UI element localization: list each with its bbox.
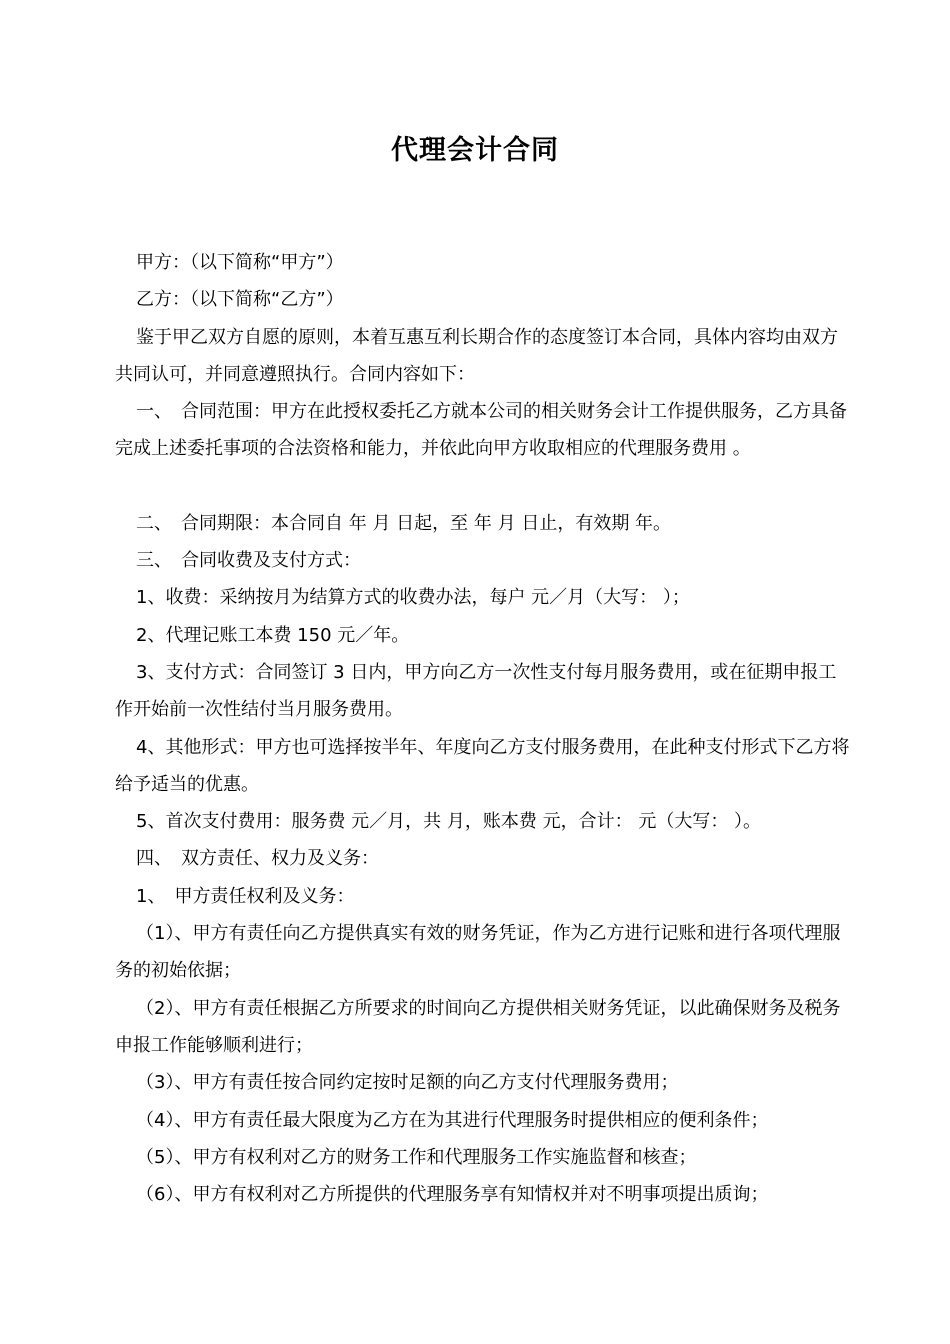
party-b-line: 乙方：（以下简称“乙方”） [136,289,344,311]
clause-3-item-1: 1、收费：采纳按月为结算方式的收费办法，每户 元／月（大写： ）； [136,587,690,609]
clause-4-item-5: （5）、甲方有权利对乙方的财务工作和代理服务工作实施监督和核查； [136,1146,697,1168]
clause-1-scope: 一、 合同范围：甲方在此授权委托乙方就本公司的相关财务会计工作提供服务，乙方具备完成上述委托事项的合法资格和能力，并依此向甲方收取相应的代理服务费用 。 [115,401,847,460]
clause-4-item-6: （6）、甲方有权利对乙方所提供的代理服务享有知情权并对不明事项提出质询； [136,1184,769,1206]
clause-3-item-3: 3、支付方式：合同签订 3 日内，甲方向乙方一次性支付每月服务费用，或在征期申报工作开始前一次性结付当月服务费用。 [115,661,837,721]
page-title: 代理会计合同 [391,135,559,166]
clause-4-heading: 四、 双方责任、权力及义务： [136,848,379,870]
party-a-line: 甲方：（以下简称“甲方”） [136,252,344,273]
clause-4-item-4: （4）、甲方有责任最大限度为乙方在为其进行代理服务时提供相应的便利条件； [136,1109,769,1131]
clause-3-item-4: 4、其他形式：甲方也可选择按半年、年度向乙方支付服务费用，在此种支付形式下乙方将给予适当的优惠。 [115,736,850,795]
clause-4-item-1: （1）、甲方有责任向乙方提供真实有效的财务凭证，作为乙方进行记账和进行各项代理服务的初始依据； [115,923,841,982]
clause-3-item-2: 2、代理记账工本费 150 元／年。 [136,624,410,646]
clause-4-subheading-1: 1、 甲方责任权利及义务： [136,885,355,907]
clause-4-item-3: （3）、甲方有责任按合同约定按时足额的向乙方支付代理服务费用； [136,1072,679,1094]
document-body [115,244,850,1213]
clause-2-term: 二、 合同期限：本合同自 年 月 日起，至 年 月 日止，有效期 年。 [136,512,672,534]
preamble-paragraph: 鉴于甲乙双方自愿的原则，本着互惠互利长期合作的态度签订本合同，具体内容均由双方共同认可，并同意遵照执行。合同内容如下： [115,326,838,385]
clause-3-heading: 三、 合同收费及支付方式： [136,550,361,572]
clause-4-item-2: （2）、甲方有责任根据乙方所要求的时间向乙方提供相关财务凭证，以此确保财务及税务申报工作能够顺利进行； [115,997,841,1056]
clause-3-item-5: 5、首次支付费用：服务费 元／月，共 月，账本费 元，合计： 元（大写： ）。 [136,811,762,833]
